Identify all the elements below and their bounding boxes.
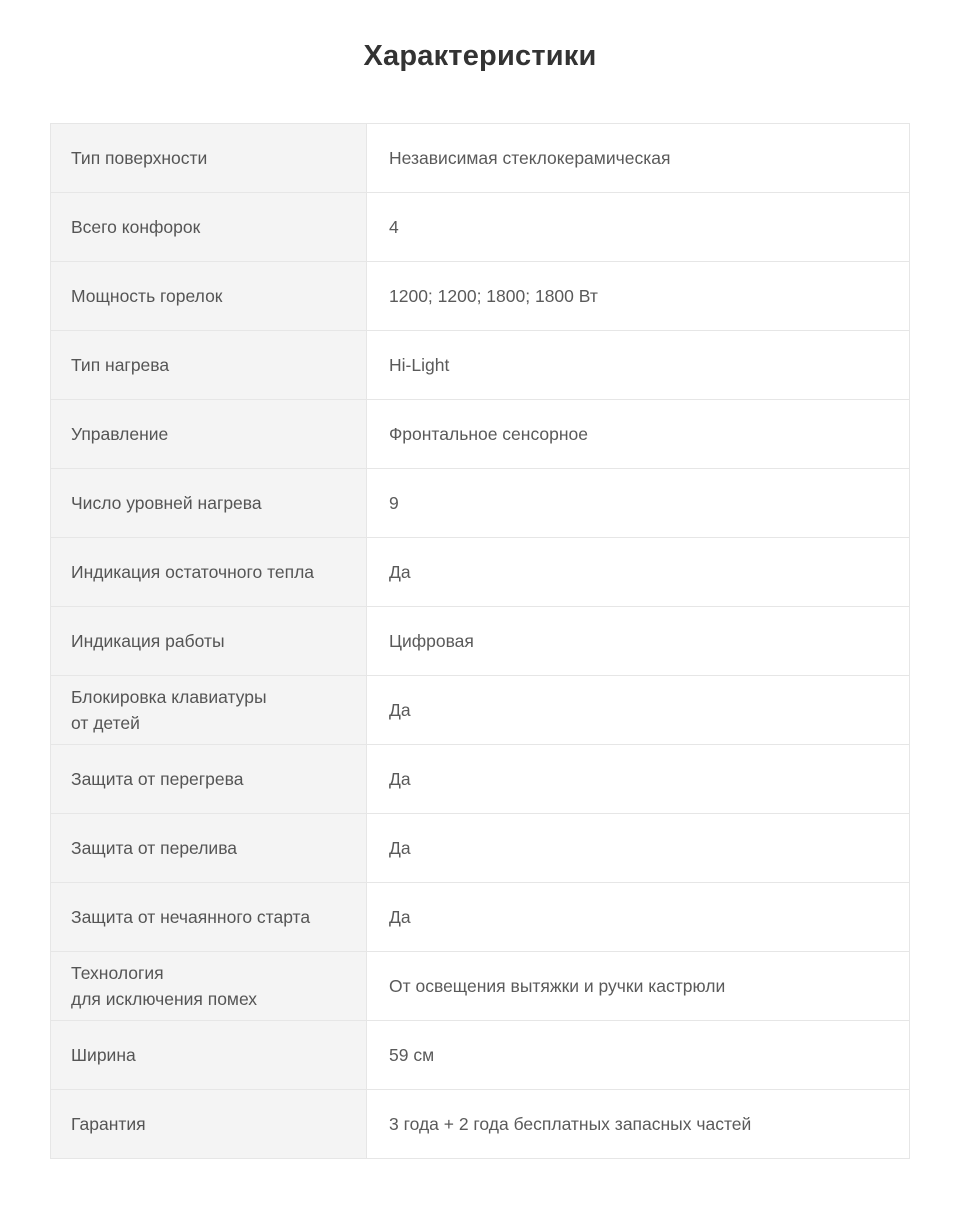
spec-row (51, 814, 910, 883)
spec-row (51, 331, 910, 400)
spec-label-cell (51, 124, 367, 193)
page-title: Характеристики (363, 40, 597, 72)
spec-label-cell (51, 538, 367, 607)
spec-label-cell (51, 745, 367, 814)
spec-row (51, 193, 910, 262)
spec-row (51, 1021, 910, 1090)
spec-value: Hi-Light (367, 331, 910, 400)
spec-row (51, 1090, 910, 1159)
spec-row (51, 400, 910, 469)
spec-label: Защита от нечаянного старта (71, 907, 311, 927)
spec-label-cell (51, 400, 367, 469)
spec-row (51, 262, 910, 331)
spec-label-cell (51, 952, 367, 1021)
spec-value: 3 года + 2 года бесплатных запасных частей (367, 1090, 910, 1159)
spec-value: От освещения вытяжки и ручки кастрюли (367, 952, 910, 1021)
spec-value: Да (367, 538, 910, 607)
spec-value: Да (367, 814, 910, 883)
spec-label-cell (51, 676, 367, 745)
spec-row (51, 676, 910, 745)
spec-label: Тип поверхности (71, 148, 208, 168)
spec-label: Всего конфорок (71, 217, 201, 237)
spec-label: Защита от перегрева (71, 769, 244, 789)
spec-label-cell (51, 262, 367, 331)
spec-value: Да (367, 676, 910, 745)
spec-label: от детей (71, 713, 140, 733)
spec-label: Индикация остаточного тепла (71, 562, 315, 582)
spec-row (51, 124, 910, 193)
spec-label-cell (51, 814, 367, 883)
spec-value: 59 см (367, 1021, 910, 1090)
spec-label: Технология (71, 963, 164, 983)
spec-value: 9 (367, 469, 910, 538)
spec-value: 1200; 1200; 1800; 1800 Вт (367, 262, 910, 331)
spec-label-cell (51, 331, 367, 400)
specifications-table (50, 123, 910, 1159)
spec-label: для исключения помех (71, 989, 258, 1009)
spec-label: Управление (71, 424, 169, 444)
spec-label: Защита от перелива (71, 838, 238, 858)
spec-label-cell (51, 607, 367, 676)
spec-label-cell (51, 1090, 367, 1159)
spec-row (51, 469, 910, 538)
spec-row (51, 745, 910, 814)
spec-label-cell (51, 1021, 367, 1090)
spec-label: Тип нагрева (71, 355, 170, 375)
specifications-table-body (51, 124, 910, 1159)
spec-value: Да (367, 745, 910, 814)
spec-row (51, 952, 910, 1021)
spec-label: Блокировка клавиатуры (71, 687, 267, 707)
spec-label: Индикация работы (71, 631, 225, 651)
spec-row (51, 538, 910, 607)
spec-value: Фронтальное сенсорное (367, 400, 910, 469)
spec-label: Гарантия (71, 1114, 146, 1134)
spec-label: Число уровней нагрева (71, 493, 262, 513)
spec-label-cell (51, 883, 367, 952)
spec-value: Да (367, 883, 910, 952)
spec-label: Ширина (71, 1045, 136, 1065)
spec-value: 4 (367, 193, 910, 262)
spec-label-cell (51, 193, 367, 262)
spec-row (51, 607, 910, 676)
spec-row (51, 883, 910, 952)
spec-label: Мощность горелок (71, 286, 223, 306)
spec-label-cell (51, 469, 367, 538)
spec-value: Цифровая (367, 607, 910, 676)
spec-value: Независимая стеклокерамическая (367, 124, 910, 193)
